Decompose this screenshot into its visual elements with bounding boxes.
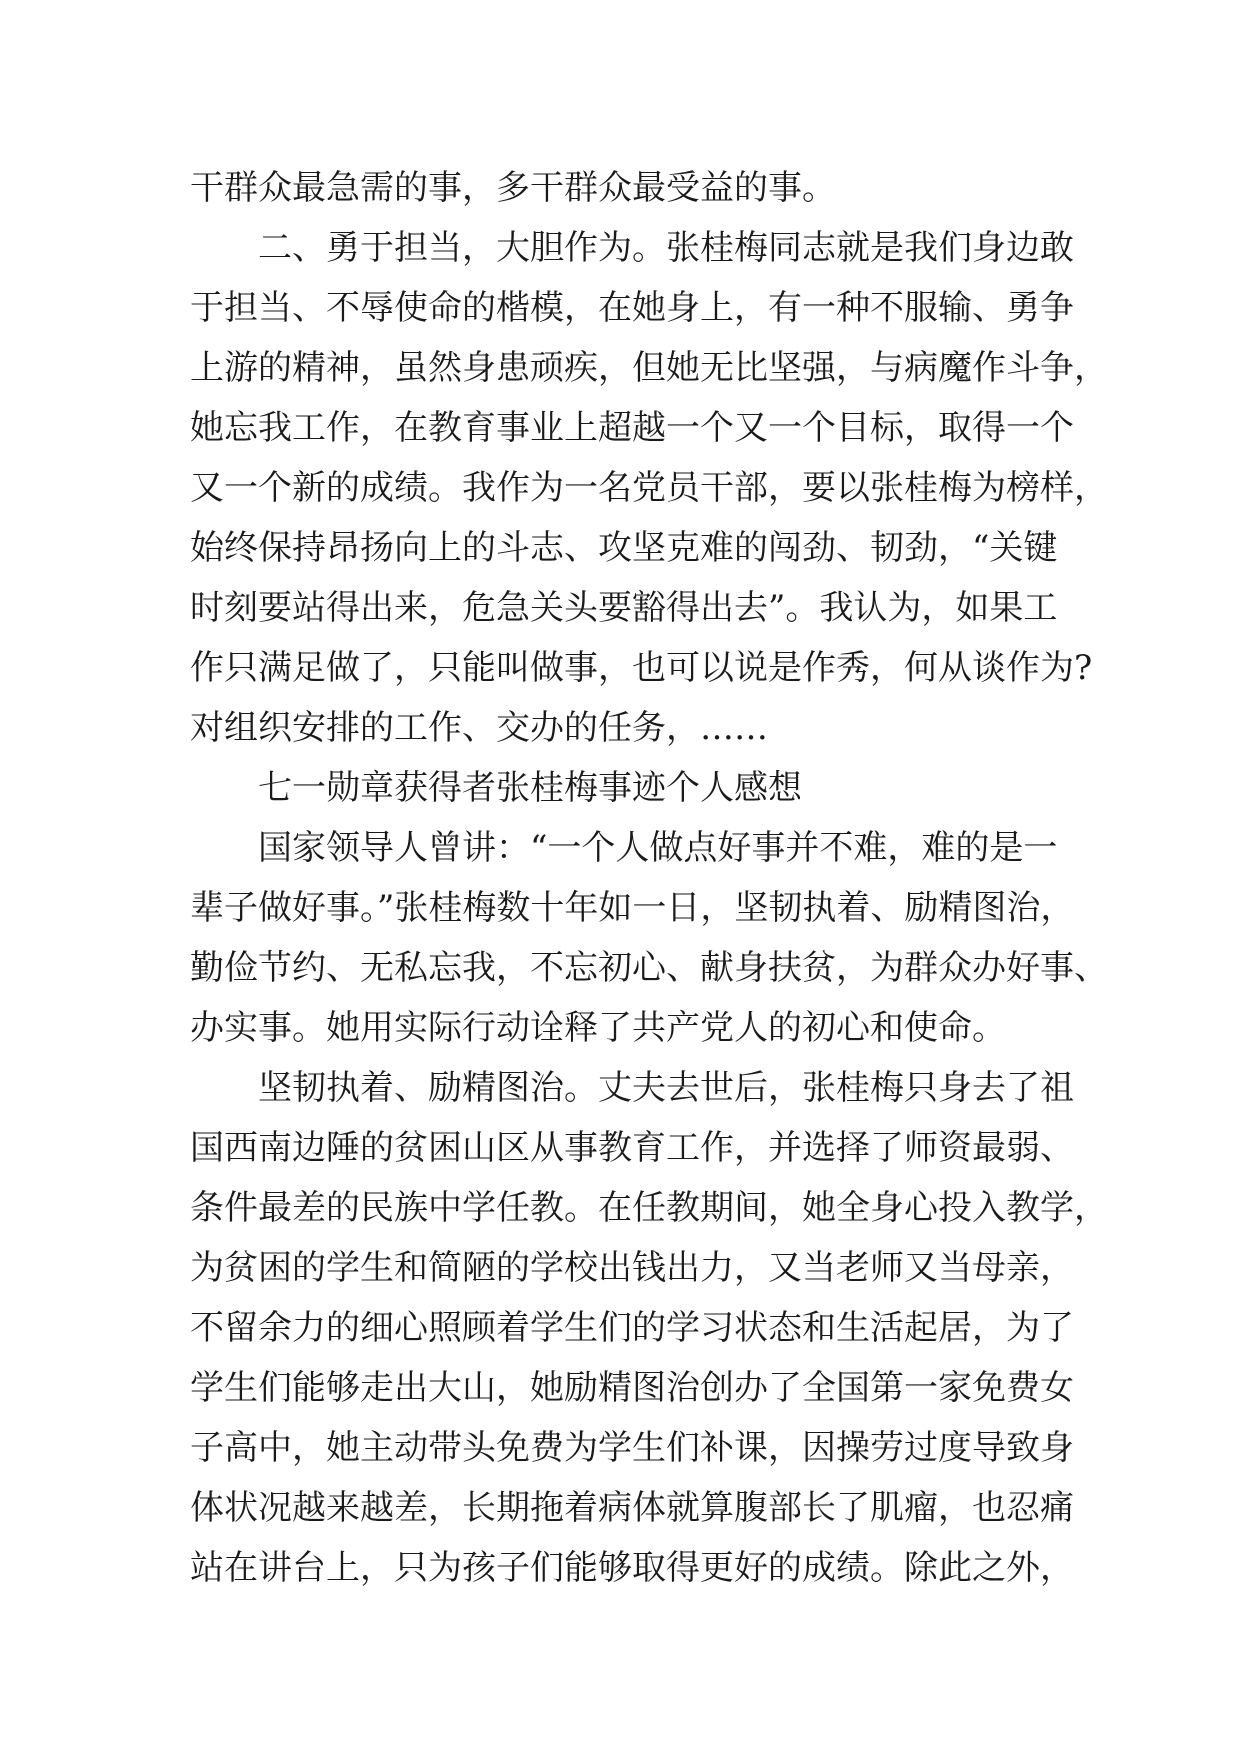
text-line: 坚韧执着、励精图治。丈夫去世后，张桂梅只身去了祖 [258, 1068, 1074, 1108]
text-line: 勤俭节约、无私忘我，不忘初心、献身扶贫，为群众办好事、 [190, 948, 1108, 988]
text-line: 国家领导人曾讲：“一个人做点好事并不难，难的是一 [258, 828, 1058, 868]
text-line: 体状况越来越差，长期拖着病体就算腹部长了肌瘤，也忍痛 [190, 1488, 1074, 1528]
text-line: 站在讲台上，只为孩子们能够取得更好的成绩。除此之外， [190, 1548, 1074, 1588]
text-line: 于担当、不辱使命的楷模，在她身上，有一种不服输、勇争 [190, 288, 1074, 328]
text-line: 二、勇于担当，大胆作为。张桂梅同志就是我们身边敢 [258, 228, 1074, 268]
text-line: 七一勋章获得者张桂梅事迹个人感想 [258, 768, 802, 808]
text-line: 她忘我工作，在教育事业上超越一个又一个目标，取得一个 [190, 408, 1074, 448]
text-line: 条件最差的民族中学任教。在任教期间，她全身心投入教学， [190, 1188, 1108, 1228]
text-line: 子高中，她主动带头免费为学生们补课，因操劳过度导致身 [190, 1428, 1074, 1468]
text-line: 为贫困的学生和简陋的学校出钱出力，又当老师又当母亲， [190, 1248, 1074, 1288]
text-line: 不留余力的细心照顾着学生们的学习状态和生活起居，为了 [190, 1308, 1074, 1348]
text-line: 干群众最急需的事，多干群众最受益的事。 [190, 168, 836, 208]
text-line: 始终保持昂扬向上的斗志、攻坚克难的闯劲、韧劲，“关键 [190, 528, 1058, 568]
body-text [190, 158, 1108, 1598]
text-line: 对组织安排的工作、交办的任务，…… [190, 708, 768, 748]
text-line: 国西南边陲的贫困山区从事教育工作，并选择了师资最弱、 [190, 1128, 1074, 1168]
text-line: 又一个新的成绩。我作为一名党员干部，要以张桂梅为榜样， [190, 468, 1108, 508]
text-line: 办实事。她用实际行动诠释了共产党人的初心和使命。 [190, 1008, 1006, 1048]
text-line: 学生们能够走出大山，她励精图治创办了全国第一家免费女 [190, 1368, 1074, 1408]
text-line: 上游的精神，虽然身患顽疾，但她无比坚强，与病魔作斗争， [190, 348, 1108, 388]
text-line: 时刻要站得出来，危急关头要豁得出去”。我认为，如果工 [190, 588, 1058, 628]
text-line: 作只满足做了，只能叫做事，也可以说是作秀，何从谈作为? [190, 648, 1093, 688]
text-line: 辈子做好事。”张桂梅数十年如一日，坚韧执着、励精图治， [190, 888, 1075, 928]
